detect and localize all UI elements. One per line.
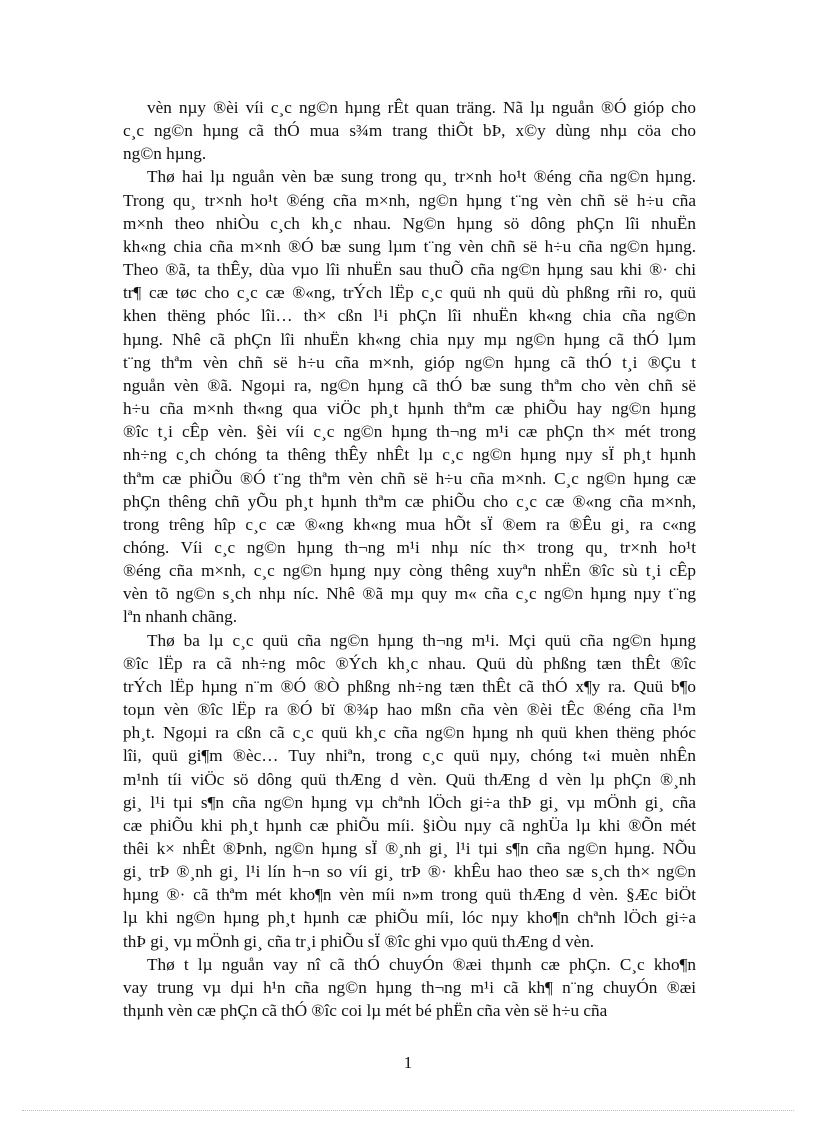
text-line: lªn nhanh chãng. (123, 607, 238, 627)
text-line: Thø t lµ nguån vay nî cã thÓ chuyÓn ®æi thµnh cæ phÇn. C¸c kho¶n (147, 954, 696, 974)
text-line: ®îc t¸i cÊp vèn. §èi víi c¸c ng©n hµng th¬ng m¹i cæ phÇn th× mét trong (123, 422, 696, 442)
body-text (123, 96, 696, 1022)
text-line: khen thëng phóc lîi… th× cßn l¹i phÇn lîi nhuËn kh«ng chia cña ng©n (123, 306, 696, 326)
text-line: thêi k× nhÊt ®Þnh, ng©n hµng sÏ ®¸nh gi¸ l¹i tµi s¶n cña ng©n hµng. NÕu (123, 839, 696, 858)
text-line: vèn nµy ®èi víi c¸c ng©n hµng rÊt quan träng. Nã lµ nguån ®Ó gióp cho (147, 98, 696, 117)
text-line: h÷u cña m×nh th«ng qua viÖc ph¸t hµnh thªm cæ phiÕu hay ng©n hµng (123, 399, 696, 419)
text-line: chóng. Víi c¸c ng©n hµng th¬ng m¹i nhµ níc th× trong qu¸ tr×nh ho¹t (123, 537, 696, 557)
text-line: gi¸ l¹i tµi s¶n cña ng©n hµng vµ chªnh lÖch gi÷a thÞ gi¸ vµ mÖnh gi¸ cña (123, 792, 696, 812)
text-line: trong trêng hîp c¸c cæ ®«ng kh«ng mua hÕt sÏ ®em ra ®Êu gi¸ ra c«ng (123, 514, 696, 534)
text-line: thµnh vèn cæ phÇn cã thÓ ®îc coi lµ mét bé phËn cña vèn së h÷u cña (123, 1001, 608, 1021)
text-line: trÝch lËp hµng n¨m ®Ó ®Ò phßng nh÷ng tæn thÊt cã thÓ x¶y ra. Quü b¶o (123, 676, 696, 696)
text-line: Thø ba lµ c¸c quü cña ng©n hµng th¬ng m¹i. Mçi quü cña ng©n hµng (147, 630, 696, 650)
text-line: ph¸t. Ngoµi ra cßn cã c¸c quü kh¸c cña ng©n hµng nh quü khen thëng phóc (123, 723, 696, 743)
page-number: 1 (403, 1053, 413, 1072)
text-line: Theo ®ã, ta thÊy, dùa vµo lîi nhuËn sau thuÕ cña ng©n hµng sau khi ®· chi (123, 260, 696, 280)
text-line: toµn vèn ®îc lËp ra ®Ó bï ®¾p hao mßn cña vèn ®èi tÊc ®éng cña l¹m (123, 700, 696, 720)
text-line: kh«ng chia cña m×nh ®Ó bæ sung lµm t¨ng vèn chñ së h÷u cña ng©n hµng. (123, 236, 696, 256)
text-line: c¸c ng©n hµng cã thÓ mua s¾m trang thiÕt bÞ, x©y dùng nhµ cöa cho (123, 121, 696, 141)
text-line: ng©n hµng. (123, 144, 207, 164)
text-line: nguån vèn ®ã. Ngoµi ra, ng©n hµng cã thÓ bæ sung thªm cho vèn chñ së (123, 375, 696, 395)
text-line: ®îc lËp ra cã nh÷ng môc ®Ých kh¸c nhau. Quü dù phßng tæn thÊt ®îc (123, 653, 696, 673)
text-line: m×nh theo nhiÒu c¸ch kh¸c nhau. Ng©n hµng sö dông phÇn lîi nhuËn (123, 213, 696, 233)
text-line: ®éng cña m×nh, c¸c ng©n hµng nµy còng thêng xuyªn nhËn ®îc sù t¸i cÊp (123, 561, 696, 581)
text-line: thÞ gi¸ vµ mÖnh gi¸ cña tr¸i phiÕu sÏ ®îc ghi vµo quü thÆng d vèn. (123, 931, 595, 951)
text-line: hµng ®· cã thªm mét kho¶n vèn míi n»m trong quü thÆng d vèn. §Æc biÖt (123, 885, 696, 905)
text-line: cæ phiÕu khi ph¸t hµnh cæ phiÕu míi. §iÒu nµy cã nghÜa lµ khi ®Õn mét (123, 815, 696, 835)
text-line: t¨ng thªm vèn chñ së h÷u cña m×nh, gióp ng©n hµng cã thÓ t¸i ®Çu t (123, 352, 696, 372)
text-line: thªm cæ phiÕu ®Ó t¨ng thªm vèn chñ së h÷u cña m×nh. C¸c ng©n hµng cæ (123, 468, 696, 488)
text-line: nh÷ng c¸ch chóng ta thêng thÊy nhÊt lµ c¸c ng©n hµng nµy sÏ ph¸t hµnh (123, 445, 696, 465)
page-bottom-border (22, 1110, 794, 1111)
text-line: gi¸ trÞ ®¸nh gi¸ l¹i lín h¬n so víi gi¸ trÞ ®· khÊu hao theo sæ s¸ch th× ng©n (123, 862, 696, 882)
text-line: Trong qu¸ tr×nh ho¹t ®éng cña m×nh, ng©n hµng t¨ng vèn chñ së h÷u cña (123, 190, 696, 210)
text-line: vay trung vµ dµi h¹n cña ng©n hµng th¬ng m¹i cã kh¶ n¨ng chuyÓn ®æi (123, 977, 696, 997)
text-line: Thø hai lµ nguån vèn bæ sung trong qu¸ tr×nh ho¹t ®éng cña ng©n hµng. (147, 167, 696, 187)
text-line: tr¶ cæ tøc cho c¸c cæ ®«ng, trÝch lËp c¸c quü nh quü dù phßng rñi ro, quü (123, 283, 696, 303)
text-line: m¹nh tíi viÖc sö dông quü thÆng d vèn. Quü thÆng d vèn lµ phÇn ®¸nh (123, 769, 696, 789)
text-line: phÇn thêng chñ yÕu ph¸t hµnh thªm cæ phiÕu cho c¸c cæ ®«ng cña m×nh, (123, 491, 696, 511)
text-line: vèn tõ ng©n s¸ch nhµ níc. Nhê ®ã mµ quy m« cña c¸c ng©n hµng nµy t¨ng (123, 584, 696, 604)
text-line: lîi, quü gi¶m ®èc… Tuy nhiªn, trong c¸c quü nµy, chóng t«i muèn nhÊn (123, 746, 696, 766)
text-line: hµng. Nhê cã phÇn lîi nhuËn kh«ng chia nµy mµ ng©n hµng cã thÓ lµm (123, 329, 696, 349)
text-line: lµ khi ng©n hµng ph¸t hµnh cæ phiÕu míi, lóc nµy kho¶n chªnh lÖch gi÷a (123, 908, 696, 928)
